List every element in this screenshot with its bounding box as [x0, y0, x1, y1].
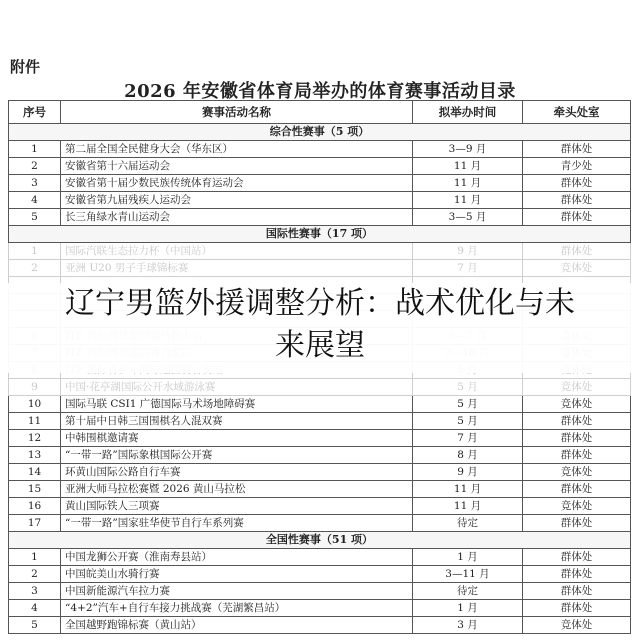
- event-name: 亚洲 U20 男子手球锦标赛: [61, 260, 413, 277]
- event-date: 3—5 月: [413, 209, 523, 226]
- event-department: 竞体处: [523, 617, 631, 634]
- event-department: 群体处: [523, 481, 631, 498]
- event-name: 环黄山国际公路自行车赛: [61, 464, 413, 481]
- event-name: 安徽省第九届残疾人运动会: [61, 192, 413, 209]
- table-row: [9, 413, 631, 430]
- table-row: [9, 175, 631, 192]
- event-date: 9 月: [413, 243, 523, 260]
- row-index: 2: [9, 260, 61, 277]
- table-row: [9, 192, 631, 209]
- event-date: 3—11 月: [413, 566, 523, 583]
- section-heading: 全国性赛事（51 项）: [9, 532, 631, 549]
- event-name: 中国龙狮公开赛（淮南寿县站）: [61, 549, 413, 566]
- event-name: 第十届中日韩三国围棋名人混双赛: [61, 413, 413, 430]
- event-name: “一带一路”国家驻华使节自行车系列赛: [61, 515, 413, 532]
- row-index: 2: [9, 566, 61, 583]
- table-row: [9, 379, 631, 396]
- event-department: 竞体处: [523, 379, 631, 396]
- table-row: [9, 447, 631, 464]
- row-index: 4: [9, 600, 61, 617]
- event-department: 群体处: [523, 413, 631, 430]
- event-date: 5 月: [413, 396, 523, 413]
- column-header-event-name: 赛事活动名称: [61, 101, 413, 124]
- section-heading: 国际性赛事（17 项）: [9, 226, 631, 243]
- event-name: 黄山国际铁人三项赛: [61, 498, 413, 515]
- row-index: 10: [9, 396, 61, 413]
- event-date: 待定: [413, 583, 523, 600]
- row-index: 17: [9, 515, 61, 532]
- event-date: 1 月: [413, 549, 523, 566]
- column-header-date: 拟举办时间: [413, 101, 523, 124]
- table-row: [9, 209, 631, 226]
- table-row: [9, 464, 631, 481]
- table-row: [9, 158, 631, 175]
- event-department: 竞体处: [523, 498, 631, 515]
- section-heading-row: [9, 532, 631, 549]
- row-index: 4: [9, 192, 61, 209]
- event-department: 群体处: [523, 583, 631, 600]
- event-date: 7 月: [413, 430, 523, 447]
- event-date: 1 月: [413, 600, 523, 617]
- event-department: 群体处: [523, 243, 631, 260]
- event-date: 11 月: [413, 192, 523, 209]
- table-row: [9, 430, 631, 447]
- event-department: 竞体处: [523, 396, 631, 413]
- event-name: 国际马联 CSI1 广德国际马术场地障碍赛: [61, 396, 413, 413]
- event-date: 待定: [413, 515, 523, 532]
- section-heading: 综合性赛事（5 项）: [9, 124, 631, 141]
- event-name: 中国·花亭湖国际公开水域游泳赛: [61, 379, 413, 396]
- row-index: 9: [9, 379, 61, 396]
- row-index: 1: [9, 243, 61, 260]
- table-row: [9, 481, 631, 498]
- table-row: [9, 600, 631, 617]
- event-name: 国际汽联生态拉力杯（中国站）: [61, 243, 413, 260]
- event-department: 群体处: [523, 209, 631, 226]
- event-department: 群体处: [523, 600, 631, 617]
- event-department: 青少处: [523, 158, 631, 175]
- event-department: 群体处: [523, 566, 631, 583]
- event-name: 中国新能源汽车拉力赛: [61, 583, 413, 600]
- event-department: 群体处: [523, 515, 631, 532]
- column-header-index: 序号: [9, 101, 61, 124]
- event-name: 全国越野跑锦标赛（黄山站）: [61, 617, 413, 634]
- event-department: 群体处: [523, 141, 631, 158]
- table-row: [9, 498, 631, 515]
- event-date: 11 月: [413, 498, 523, 515]
- table-row: [9, 549, 631, 566]
- row-index: 1: [9, 141, 61, 158]
- event-date: 7 月: [413, 260, 523, 277]
- table-row: [9, 260, 631, 277]
- event-date: 8 月: [413, 447, 523, 464]
- headline-line-1: 辽宁男篮外援调整分析：战术优化与未: [65, 286, 575, 321]
- table-row: [9, 583, 631, 600]
- row-index: 1: [9, 549, 61, 566]
- table-header-row: [9, 101, 631, 124]
- event-date: 5 月: [413, 379, 523, 396]
- event-date: 11 月: [413, 158, 523, 175]
- headline-line-2: 来展望: [275, 328, 365, 363]
- row-index: 11: [9, 413, 61, 430]
- event-department: 群体处: [523, 175, 631, 192]
- row-index: 5: [9, 617, 61, 634]
- row-index: 12: [9, 430, 61, 447]
- table-row: [9, 141, 631, 158]
- table-row: [9, 515, 631, 532]
- row-index: 16: [9, 498, 61, 515]
- event-name: 中国皖美山水骑行赛: [61, 566, 413, 583]
- attachment-label: 附件: [10, 58, 41, 76]
- row-index: 13: [9, 447, 61, 464]
- column-header-department: 牵头处室: [523, 101, 631, 124]
- event-department: 群体处: [523, 430, 631, 447]
- event-date: 11 月: [413, 481, 523, 498]
- row-index: 3: [9, 175, 61, 192]
- event-name: “4+2”汽车+自行车接力挑战赛（芜湖繁昌站）: [61, 600, 413, 617]
- table-row: [9, 617, 631, 634]
- event-date: 3—9 月: [413, 141, 523, 158]
- event-name: 长三角绿水青山运动会: [61, 209, 413, 226]
- table-row: [9, 243, 631, 260]
- event-date: 3 月: [413, 617, 523, 634]
- event-name: 第二届全国全民健身大会（华东区）: [61, 141, 413, 158]
- row-index: 3: [9, 583, 61, 600]
- row-index: 5: [9, 209, 61, 226]
- event-department: 群体处: [523, 192, 631, 209]
- row-index: 14: [9, 464, 61, 481]
- section-heading-row: [9, 124, 631, 141]
- row-index: 15: [9, 481, 61, 498]
- event-date: 9 月: [413, 464, 523, 481]
- event-date: 11 月: [413, 175, 523, 192]
- event-date: 5 月: [413, 413, 523, 430]
- event-name: 亚洲大师马拉松赛暨 2026 黄山马拉松: [61, 481, 413, 498]
- event-name: “一带一路”国际象棋国际公开赛: [61, 447, 413, 464]
- document-title: 2026 年安徽省体育局举办的体育赛事活动目录: [124, 81, 516, 102]
- row-index: 2: [9, 158, 61, 175]
- event-name: 安徽省第十届少数民族传统体育运动会: [61, 175, 413, 192]
- table-row: [9, 566, 631, 583]
- headline-overlay: [20, 283, 620, 367]
- event-department: 竞体处: [523, 464, 631, 481]
- section-heading-row: [9, 226, 631, 243]
- event-department: 竞体处: [523, 260, 631, 277]
- event-department: 群体处: [523, 447, 631, 464]
- event-name: 中韩围棋邀请赛: [61, 430, 413, 447]
- table-row: [9, 396, 631, 413]
- event-name: 安徽省第十六届运动会: [61, 158, 413, 175]
- event-department: 群体处: [523, 549, 631, 566]
